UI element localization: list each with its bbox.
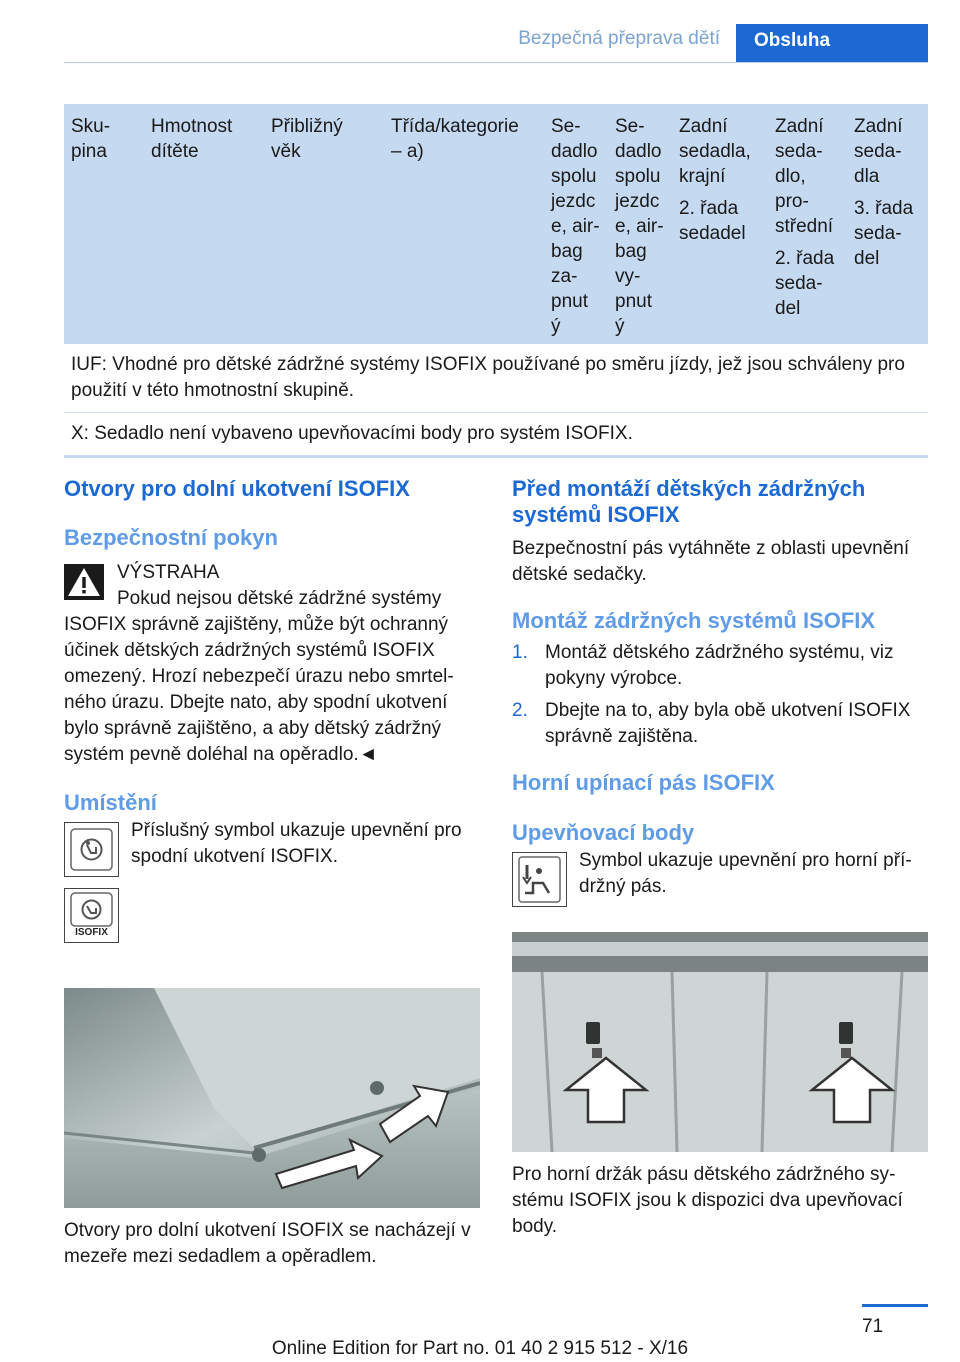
step-text: Montáž dětského zádržného systému, viz pokyny výrobce. (545, 642, 894, 689)
page-header (0, 0, 960, 62)
top-tether-caption: Pro horní držák pásu dětského zádržného systému ISOFIX jsou k dispozici dva upevňovací body. (512, 1164, 903, 1237)
th-line: pnut (615, 291, 652, 312)
top-tether-symbol-icon (512, 852, 567, 907)
lower-anchor-caption: Otvory pro dolní ukotvení ISOFIX se nacházejí v mezeře mezi sedadlem a opěradlem. (64, 1220, 471, 1267)
list-item (512, 640, 928, 692)
th-line: pro- (775, 191, 809, 212)
isofix-icon-label: ISOFIX (75, 927, 108, 938)
th-line: krajní (679, 166, 726, 187)
warning-icon (64, 564, 104, 600)
th-line: bag (615, 241, 647, 262)
th-line: za- (551, 266, 578, 287)
step-number: 2. (512, 700, 528, 721)
th-passenger-airbag-off (615, 114, 664, 339)
th-line: střední (775, 216, 834, 237)
th-line: Přibližný (271, 116, 343, 137)
anchor-points-heading: Upevňovací body (512, 820, 695, 845)
th-line: jezdc (551, 191, 596, 212)
th-line: – a) (391, 141, 424, 162)
th-line: Třída/kategorie (391, 116, 519, 137)
th-rear-middle-2nd-row (775, 114, 834, 321)
before-mounting-text: Bezpečnostní pás vytáhněte z oblasti upevnění dětské sedačky. (512, 538, 910, 585)
warning-label: VÝSTRAHA (117, 562, 220, 583)
header-chapter-tab[interactable]: Obsluha (736, 24, 928, 62)
isofix-symbol-icon (64, 888, 119, 943)
th-line: del (775, 298, 801, 319)
th-line: seda- (775, 273, 823, 294)
left-column (64, 476, 480, 1270)
th-line: dlo, (775, 166, 806, 187)
th-line: 3. řada (854, 198, 914, 219)
safety-heading: Bezpečnostní pokyn (64, 525, 278, 550)
th-line: sedadel (679, 223, 746, 244)
th-line: seda- (854, 141, 902, 162)
th-rear-outer-2nd-row (679, 114, 751, 246)
th-line: Zadní (854, 116, 903, 137)
header-section-title: Bezpečná přeprava dětí (518, 28, 720, 49)
th-rear-3rd-row (854, 114, 913, 271)
th-line: Zadní (775, 116, 824, 137)
child-seat-symbol-icon (64, 822, 119, 877)
th-line: e, air- (551, 216, 600, 237)
th-line: seda- (775, 141, 823, 162)
location-block (64, 818, 480, 966)
th-line: bag (551, 241, 583, 262)
table-header (64, 104, 928, 344)
th-line: ý (551, 316, 561, 337)
step-number: 1. (512, 642, 528, 663)
th-line: ý (615, 316, 625, 337)
th-age (271, 114, 343, 164)
th-line: dadlo (551, 141, 598, 162)
th-line: 2. řada (775, 248, 835, 269)
location-heading: Umístění (64, 790, 157, 815)
th-line: 2. řada (679, 198, 739, 219)
section-title-lower-anchors: Otvory pro dolní ukotvení ISOFIX (64, 476, 410, 501)
footer-edition: Online Edition for Part no. 01 40 2 915 512 - X/16 (271, 1338, 689, 1359)
th-line: sedadla, (679, 141, 751, 162)
mounting-heading: Montáž zádržných systémů ISOFIX (512, 608, 876, 633)
th-class (391, 114, 519, 164)
th-weight (151, 114, 232, 164)
top-tether-heading: Horní upínací pás ISOFIX (512, 770, 775, 795)
step-text: Dbejte na to, aby byla obě ukotvení ISOFIX správně zajištěna. (545, 700, 911, 747)
th-line: Zadní (679, 116, 728, 137)
th-line: del (854, 248, 880, 269)
section-title-before-mounting: Před montáží dětských zádržných systémů ISOFIX (512, 476, 866, 527)
anchor-text: Symbol ukazuje upevnění pro horní přídržný pás. (579, 850, 912, 897)
th-line: pnut (551, 291, 588, 312)
th-line: e, air- (615, 216, 664, 237)
th-line: Se- (551, 116, 581, 137)
warning-text: Pokud nejsou dětské zádržné systémy ISOFIX správně zajištěny, může být ochranný účinek dětských zádržných systémů ISOFIX omezený. Hrozí nebezpečí úrazu nebo smrtelného úrazu. Dbejte nato, aby spodní ukotvení bylo správně zajištěno, a aby dětský zádržný systém pevně doléhal na opěradlo.◄ (64, 588, 454, 765)
top-tether-photo (512, 932, 928, 1152)
lower-anchor-photo (64, 988, 480, 1208)
th-line: spolu (615, 166, 661, 187)
th-line: dla (854, 166, 880, 187)
th-line: dadlo (615, 141, 662, 162)
th-group (71, 114, 110, 164)
right-column (512, 476, 928, 1240)
th-line: spolu (551, 166, 597, 187)
th-line: Se- (615, 116, 645, 137)
th-line: Sku- (71, 116, 111, 137)
table-note-x: X: Sedadlo není vybaveno upevňovacími body pro systém ISOFIX. (64, 413, 928, 458)
th-line: věk (271, 141, 301, 162)
th-passenger-airbag-on (551, 114, 600, 339)
table-note-iuf: IUF: Vhodné pro dětské zádržné systémy ISOFIX používané po směru jízdy, jež jsou schváleny pro použití v této hmotnostní skupině. (64, 344, 928, 413)
th-line: vy- (615, 266, 641, 287)
th-line: pina (71, 141, 107, 162)
footer-divider (862, 1304, 928, 1307)
th-line: seda- (854, 223, 902, 244)
isofix-table (64, 104, 928, 458)
th-line: dítěte (151, 141, 199, 162)
header-divider (64, 62, 928, 63)
warning-block (64, 560, 480, 768)
page-number: 71 (862, 1316, 884, 1337)
th-line: Hmotnost (151, 116, 233, 137)
location-text: Příslušný symbol ukazuje upevnění pro spodní ukotvení ISOFIX. (131, 820, 462, 867)
th-line: jezdc (615, 191, 660, 212)
anchor-block (512, 848, 928, 932)
list-item (512, 698, 928, 750)
